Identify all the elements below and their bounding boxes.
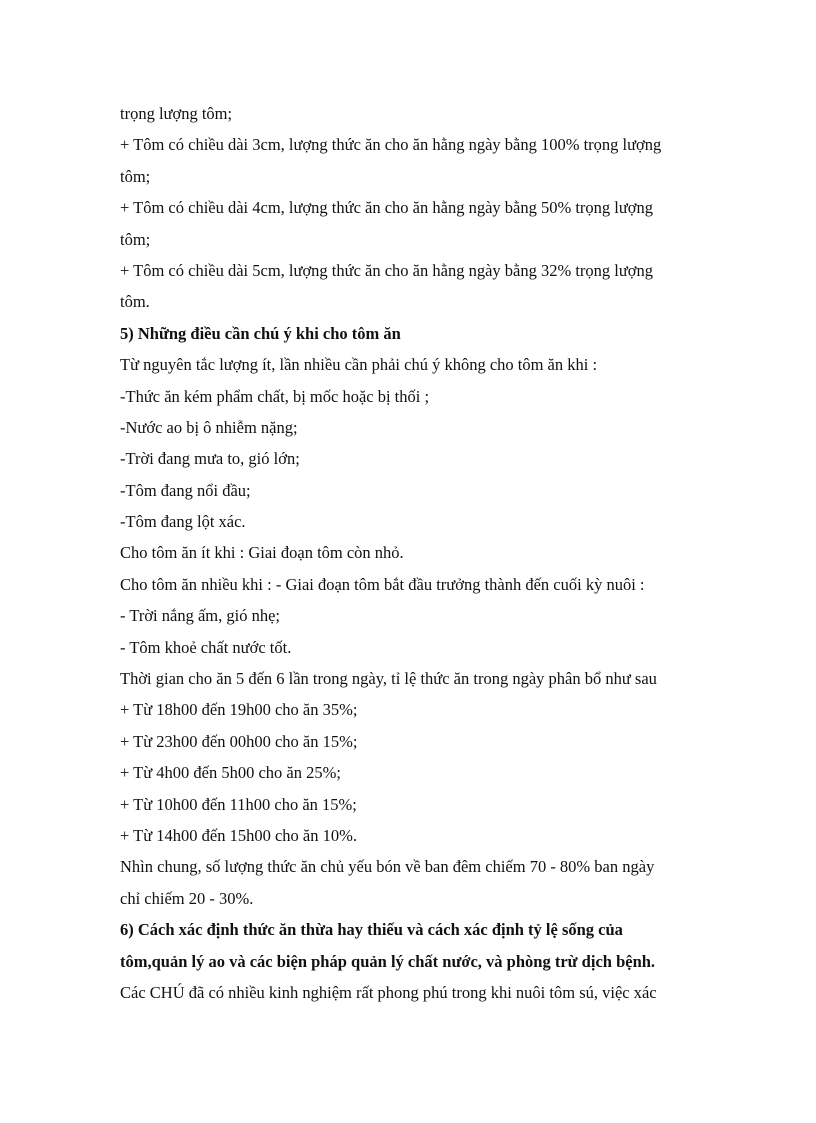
text-line: tôm.: [120, 292, 150, 312]
text-line: + Từ 14h00 đến 15h00 cho ăn 10%.: [120, 825, 357, 845]
text-line: + Tôm có chiều dài 4cm, lượng thức ăn cho ăn hằng ngày bằng 50% trọng lượng: [120, 198, 654, 218]
text-line: trọng lượng tôm;: [120, 104, 233, 123]
text-line: Thời gian cho ăn 5 đến 6 lần trong ngày, tỉ lệ thức ăn trong ngày phân bổ như sau: [120, 669, 657, 689]
document-body: [120, 98, 710, 1008]
text-line: Cho tôm ăn ít khi : Giai đoạn tôm còn nhỏ.: [120, 543, 404, 563]
section-heading: tôm,quản lý ao và các biện pháp quản lý chất nước, và phòng trừ dịch bệnh.: [120, 951, 656, 971]
section-heading: 5) Những điều cần chú ý khi cho tôm ăn: [120, 323, 401, 343]
text-line: Từ nguyên tắc lượng ít, lần nhiều cần phải chú ý không cho tôm ăn khi :: [120, 355, 598, 375]
text-line: Nhìn chung, số lượng thức ăn chủ yếu bón về ban đêm chiếm 70 - 80% ban ngày: [120, 857, 655, 877]
text-line: + Tôm có chiều dài 5cm, lượng thức ăn cho ăn hằng ngày bằng 32% trọng lượng: [120, 260, 654, 280]
text-line: -Trời đang mưa to, gió lớn;: [120, 449, 300, 469]
text-line: + Từ 18h00 đến 19h00 cho ăn 35%;: [120, 700, 358, 720]
text-line: -Nước ao bị ô nhiễm nặng;: [120, 417, 298, 437]
text-line: chỉ chiếm 20 - 30%.: [120, 888, 254, 908]
text-line: Các CHÚ đã có nhiều kinh nghiệm rất phong phú trong khi nuôi tôm sú, việc xác: [120, 982, 657, 1002]
text-line: -Thức ăn kém phẩm chất, bị mốc hoặc bị thối ;: [120, 386, 430, 406]
text-line: -Tôm đang lột xác.: [120, 512, 246, 532]
section-heading: 6) Cách xác định thức ăn thừa hay thiếu và cách xác định tỷ lệ sống của: [120, 920, 623, 940]
text-line: + Từ 10h00 đến 11h00 cho ăn 15%;: [120, 794, 357, 814]
text-line: - Trời nắng ấm, gió nhẹ;: [120, 606, 280, 626]
text-line: tôm;: [120, 166, 151, 186]
text-line: + Tôm có chiều dài 3cm, lượng thức ăn cho ăn hằng ngày bằng 100% trọng lượng: [120, 135, 662, 155]
text-line: + Từ 4h00 đến 5h00 cho ăn 25%;: [120, 763, 341, 783]
text-line: tôm;: [120, 229, 151, 249]
text-line: -Tôm đang nổi đầu;: [120, 480, 251, 500]
text-line: - Tôm khoẻ chất nước tốt.: [120, 637, 292, 657]
text-line: + Từ 23h00 đến 00h00 cho ăn 15%;: [120, 731, 358, 751]
text-line: Cho tôm ăn nhiều khi : - Giai đoạn tôm bắt đầu trưởng thành đến cuối kỳ nuôi :: [120, 574, 645, 594]
